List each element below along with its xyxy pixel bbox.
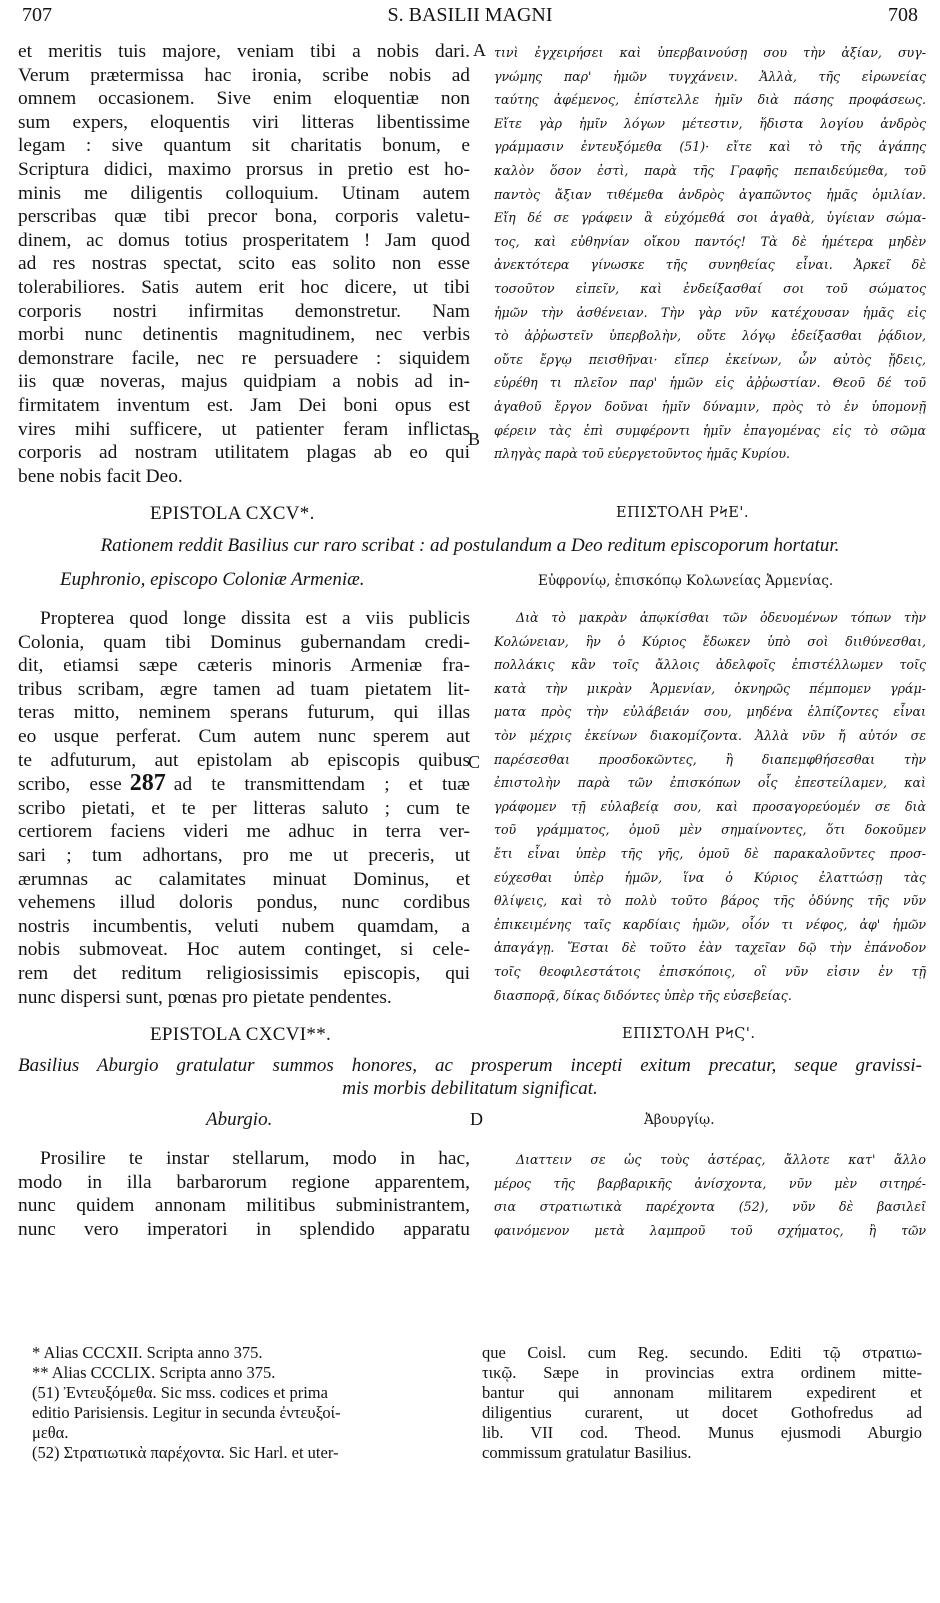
latin-line: et meritis tuis majore, veniam tibi a nobis dari. — [18, 41, 470, 62]
latin-line: corporis ad nostram utilitatem plagas ab eo qui — [18, 442, 470, 464]
greek-line: τινὶ ἐγχειρήσει καὶ ὑπερβαινούσῃ σου τὴν ἀξίαν, συγ- — [494, 45, 926, 60]
greek-line: τοσοῦτον εἰπεῖν, καὶ ἐνδείξασθαί σοι τοῦ σώματος — [494, 280, 926, 296]
greek-line: Εἴτε γὰρ ἡμῖν λόγων μέτεστιν, ἥδιστα λογίου ἀνδρὸς — [494, 115, 926, 131]
block1-greek-column — [494, 41, 926, 466]
epistle-195-title-greek: ΕΠΙΣΤΟΛΗ ΡϞΕ'. — [616, 505, 749, 521]
latin-line: nostris incumbentis, veluti nubem quamdam, a — [18, 915, 470, 937]
latin-line: nunc quidem annonam militibus subministrantem, — [18, 1195, 470, 1217]
epistle-196-greek-column — [494, 1148, 926, 1242]
latin-line: tribus scribam, ægre tamen ad tuam pietatem lit- — [18, 678, 470, 700]
greek-line: γνώμης παρ' ἡμῶν τυγχάνειν. Ἀλλὰ, τῆς εἰρωνείας — [494, 68, 926, 84]
greek-line: ἀγαθοῦ ἔργον δοῦναι ἡμῖν δύναμιν, πρὸς τὸ ἐν ὑπομονῇ — [494, 398, 926, 414]
greek-line: ἔτι εἶναι ὑπὲρ τῆς γῆς, ὁμοῦ δὲ παρακαλοῦντες προσ- — [494, 845, 926, 861]
latin-line: Colonia, quam tibi Dominus gubernandam credi- — [18, 631, 470, 653]
latin-line: modo in illa barbarorum regione apparentem, — [18, 1171, 470, 1193]
footnote-line: ** Alias CCCLIX. Scripta anno 375. — [32, 1363, 276, 1382]
block1-latin-column — [18, 40, 470, 488]
epistle-196-address-latin: Aburgio. — [206, 1109, 273, 1130]
footnote-line: editio Parisiensis. Legitur in secunda ἐντευξοί- — [32, 1403, 341, 1422]
greek-line: διασπορᾷ, δίκας διδόντες ὑπὲρ τῆς εὐσεβείας. — [494, 987, 792, 1003]
epistle-196-argument-line-2: mis morbis debilitatum significat. — [342, 1078, 598, 1099]
margin-letter-a: A — [473, 40, 486, 60]
greek-line: φαινόμενον μετὰ λαμπροῦ τοῦ σχήματος, ἢ τῶν — [494, 1222, 926, 1238]
latin-line: legam : sive quantum sit charitatis bonum, e — [18, 135, 470, 157]
latin-line: te adfuturum, aut epistolam ab episcopis quibus — [18, 749, 470, 771]
greek-line: εύχεσθαι ὑπὲρ ἡμῶν, ἵνα ὁ Κύριος ἐλαττώσῃ τὰς — [494, 869, 926, 885]
latin-line: Prosilire te instar stellarum, modo in hac, — [40, 1148, 470, 1169]
epistle-195-address-greek: Εὐφρονίῳ, ἐπισκόπῳ Κολωνείας Ἀρμενίας. — [538, 573, 834, 589]
latin-line: ad res nostras spectat, scito eas solito non esse — [18, 253, 470, 275]
epistle-196-argument — [18, 1054, 922, 1100]
latin-line: eo usque perferat. Cum autem nunc sperem aut — [18, 725, 470, 747]
greek-line: γράφομεν τῇ εὐλαβείᾳ σου, καὶ προσαγορεύομέν σε διὰ — [494, 798, 926, 814]
greek-line: ἀπαγάγῃ. Ἔσται δὲ τοῦτο ἐὰν ταχεῖαν δῷ τὴν ἐπάνοδον — [494, 940, 926, 956]
latin-line: vires mihi sufficere, ut patienter feram inflictas — [18, 418, 470, 440]
footnote-line: * Alias CCCXII. Scripta anno 375. — [32, 1343, 263, 1362]
latin-line: nunc dispersi sunt, pœnas pro pietate pendentes. — [18, 986, 392, 1008]
footnote-line: commissum gratulatur Basilius. — [482, 1443, 692, 1462]
latin-line: Propterea quod longe dissita est a viis publicis — [40, 608, 470, 629]
latin-line: rem det reditum religiosissimis episcopis, qui — [18, 962, 470, 984]
margin-letter-b: B — [468, 429, 481, 449]
greek-line: θλίψεις, καὶ τὸ πολὺ τοῦτο βάρος τῆς ὀδύνης τῆς νῦν — [494, 893, 926, 909]
footnote-line: μεθα. — [32, 1423, 69, 1442]
latin-line: minis me diligentis colloquium. Utinam autem — [18, 182, 470, 204]
latin-line: morbi nunc detinentis magnitudinem, nec verbis — [18, 324, 470, 346]
latin-line: tolerabiliores. Satis autem erit hoc dicere, ut tibi — [18, 276, 470, 298]
latin-line: nunc vero imperatori in splendido apparatu — [18, 1218, 470, 1240]
latin-line-with-page-marker — [18, 772, 470, 797]
epistle-196-argument-line-1: Basilius Aburgio gratulatur summos honores, ac prosperum incepti exitum precatur, seque gravissi- — [18, 1055, 922, 1076]
epistle-196-address-greek: Ἀβουργίῳ. — [644, 1112, 715, 1128]
epistle-195-address-latin: Euphronio, episcopo Coloniæ Armeniæ. — [60, 569, 365, 590]
left-page-number: 707 — [22, 4, 52, 26]
greek-line: πληγὰς παρὰ τοῦ εὐεργετοῦντος ἡμᾶς Κυρίου. — [494, 446, 791, 462]
latin-line: demonstrare facile, nec re persuadere : siquidem — [18, 347, 470, 369]
greek-line: Διαττειν σε ὡς τοὺς ἀστέρας, ἄλλοτε κατ' ἄλλο — [516, 1152, 926, 1167]
greek-line: Εἴη δέ σε γράφειν ἃ εὐχόμεθά σοι ἀγαθὰ, ὑγίειαν σώμα- — [494, 210, 926, 226]
greek-line: οὔτε ἔργῳ πεισθῆναι· εἴπερ ἐκείνων, ὧν αὐτὸς ᾔδεις, — [494, 351, 926, 367]
latin-line: teras mitto, neminem sperans futurum, qui illas — [18, 702, 470, 724]
latin-line: omnem occasionem. Sive enim eloquentiæ non — [18, 88, 470, 110]
latin-line: Scriptura didici, maximo prorsus in pretio est ho- — [18, 158, 470, 180]
epistle-195-greek-column — [494, 606, 926, 1007]
greek-line: φέρειν τὰς ἐπὶ συμφέροντι ἡμῖν ἐπαγομένας εἰς τὸ σῶμα — [494, 422, 926, 438]
latin-line: Verum prætermissa hac ironia, scribe nobis ad — [18, 64, 470, 86]
right-page-number: 708 — [888, 4, 918, 26]
greek-line: ἐπικειμένης ταῖς καρδίαις ἡμῶν, οἷόν τι νέφος, ἀφ' ἡμῶν — [494, 916, 926, 932]
latin-line: dit, etiamsi sæpe cæteris minoris Armeniæ fra- — [18, 655, 470, 677]
latin-line: firmitatem inventum est. Jam Dei boni opus est — [18, 394, 470, 416]
greek-line: ταύτης ἀφέμενος, ἐπίστελλε ἡμῖν διὰ πάσης προφάσεως. — [494, 92, 926, 108]
footnote-line: (51) Ἐντευξόμεθα. Sic mss. codices et prima — [32, 1383, 328, 1402]
greek-line: ἀνεκτότερα γίνωσκε τῆς συνηθείας εἶναι. Ἀρκεῖ δὲ — [494, 257, 926, 273]
footnote-line: τικῷ. Sæpe in provincias extra ordinem mitte- — [482, 1363, 922, 1382]
footnote-line: diligentius curarent, ut docet Gothofredus ad — [482, 1403, 922, 1422]
latin-line-segment: scribo, esse — [18, 774, 122, 796]
greek-line: τὸν μέχρις ἐκείνων διακομίζοντα. Ἀλλὰ νῦν ἤ αὐτόν σε — [494, 727, 926, 743]
epistle-195-title-latin: EPISTOLA CXCV*. — [150, 503, 315, 524]
latin-line: sari ; tum adhortans, pro me ut preceris, ut — [18, 844, 470, 866]
page-marker: 287 — [129, 772, 166, 797]
greek-line: γράμμασιν ἐντευξόμεθα (51)· εἴτε καὶ τὸ τῆς ἀγάπης — [494, 139, 926, 155]
latin-line: corporis nostri infirmitas demonstretur. Nam — [18, 300, 470, 322]
greek-line: τὸ ἀῤῥωστεῖν ὑπερβολὴν, οὔτε λόγῳ ἐδείξασθαι ῥᾴδιον, — [494, 328, 926, 344]
footnotes-right — [482, 1343, 922, 1463]
epistle-195-latin-column — [18, 607, 470, 1009]
greek-line: μέρος τῆς βαρβαρικῆς ἀνίσχοντα, νῦν μὲν σιτηρέ- — [494, 1175, 926, 1191]
running-title: S. BASILII MAGNI — [387, 4, 553, 26]
greek-line: κατὰ τὴν μικρὰν Ἀρμενίαν, ὀκνηρῶς πέμπομεν γράμ- — [494, 680, 926, 696]
footnote-line: (52) Στρατιωτικὰ παρέχοντα. Sic Harl. et uter- — [32, 1443, 339, 1462]
margin-letter-c: C — [468, 752, 481, 772]
greek-line: παντὸς ἄξιαν τιθέμεθα ἀνδρὸς ἀγαπῶντος ἡμᾶς ὁμιλίαν. — [494, 186, 926, 202]
greek-line: παρέσεσθαι προσδοκῶντες, ἢ διαπεμφθήσεσθαι τὴν — [494, 751, 926, 767]
epistle-195-argument: Rationem reddit Basilius cur raro scribat : ad postulandum a Deo reditum episcoporum hortatur. — [100, 535, 840, 556]
latin-line: nobis submoveat. Hoc autem continget, si cele- — [18, 939, 470, 961]
greek-line: τος, καὶ εὐθηνίαν οἴκου παντός! Τὰ δὲ ἡμέτερα μηδὲν — [494, 233, 926, 249]
latin-line: certiorem faciens videri me adhuc in terra ver- — [18, 821, 470, 843]
greek-line: ματα πρὸς τὴν εὐλάβειάν σου, μηδένα ἐλπίζοντες εἶναι — [494, 704, 926, 720]
footnote-line: que Coisl. cum Reg. secundo. Editi τῷ στρατιω- — [482, 1343, 922, 1362]
footnote-line: bantur qui annonam militarem expedirent et — [482, 1383, 922, 1402]
footnote-line: lib. VII cod. Theod. Munus ejusmodi Aburgio — [482, 1423, 922, 1442]
greek-line: Κολώνειαν, ἣν ὁ Κύριος ἔδωκεν ὑπὸ σοὶ διιθύνεσθαι, — [494, 633, 926, 649]
latin-line: bene nobis facit Deo. — [18, 465, 183, 487]
greek-line: Διὰ τὸ μακρὰν ἀπῳκίσθαι τῶν ὁδευομένων τόπων τὴν — [516, 610, 926, 625]
greek-line: πολλάκις κἂν τοῖς ἄλλοις ἀδελφοῖς ἐπιστέλλωμεν τοῖς — [494, 657, 926, 673]
latin-line: perscribas quæ tibi precor bona, corporis valetu- — [18, 206, 470, 228]
latin-line: iis quæ noveras, majus quidpiam a nobis ad in- — [18, 371, 470, 393]
epistle-196-latin-column — [18, 1147, 470, 1241]
greek-line: τοῦ γράμματος, ὁμοῦ μὲν σημαίνοντες, ὅτι δοκοῦμεν — [494, 822, 926, 838]
latin-line: scribo pietati, et te per litteras saluto ; cum te — [18, 797, 470, 819]
epistle-196-title-greek: ΕΠΙΣΤΟΛΗ ΡϞϚ'. — [622, 1026, 756, 1042]
margin-letter-d: D — [470, 1109, 483, 1129]
greek-line: εὑρέθη τι πλεῖον παρ' ἡμῶν εἰς ἀῤῥωστίαν. Θεοῦ δέ τοῦ — [494, 375, 926, 391]
greek-line: καλὸν ὅσον ἐστὶ, παρὰ τῆς Γραφῆς πεπαιδεύμεθα, τοῦ — [494, 162, 926, 178]
greek-line: σια στρατιωτικὰ παρέχοντα (52), νῦν δὲ βασιλεῖ — [494, 1199, 926, 1215]
footnotes-left — [32, 1343, 472, 1463]
latin-line: ærumnas ac calamitates minuat Dominus, et — [18, 868, 470, 890]
epistle-196-title-latin: EPISTOLA CXCVI**. — [150, 1024, 332, 1045]
greek-line: τοῖς θεοφιλεστάτοις ἐπισκόποις, οἳ νῦν εἰσιν ἐν τῇ — [494, 963, 926, 979]
greek-line: ἐπιστολὴν παρὰ τῶν ἐπισκόπων οἷς ἐπεστείλαμεν, καὶ — [494, 775, 926, 791]
latin-line-segment: ad te transmittendam ; et tuæ — [173, 774, 470, 796]
running-header — [14, 4, 926, 34]
greek-line: ἡμῶν τὴν ἀσθένειαν. Τὴν γὰρ νῦν κατέχουσαν ἡμᾶς εἰς — [494, 304, 926, 320]
latin-line: dinem, ac domus totius prosperitatem ! Jam quod — [18, 229, 470, 251]
latin-line: sum expers, eloquentis viri litteras libentissime — [18, 111, 470, 133]
latin-line: vehemens illud doloris pondus, nunc cordibus — [18, 892, 470, 914]
